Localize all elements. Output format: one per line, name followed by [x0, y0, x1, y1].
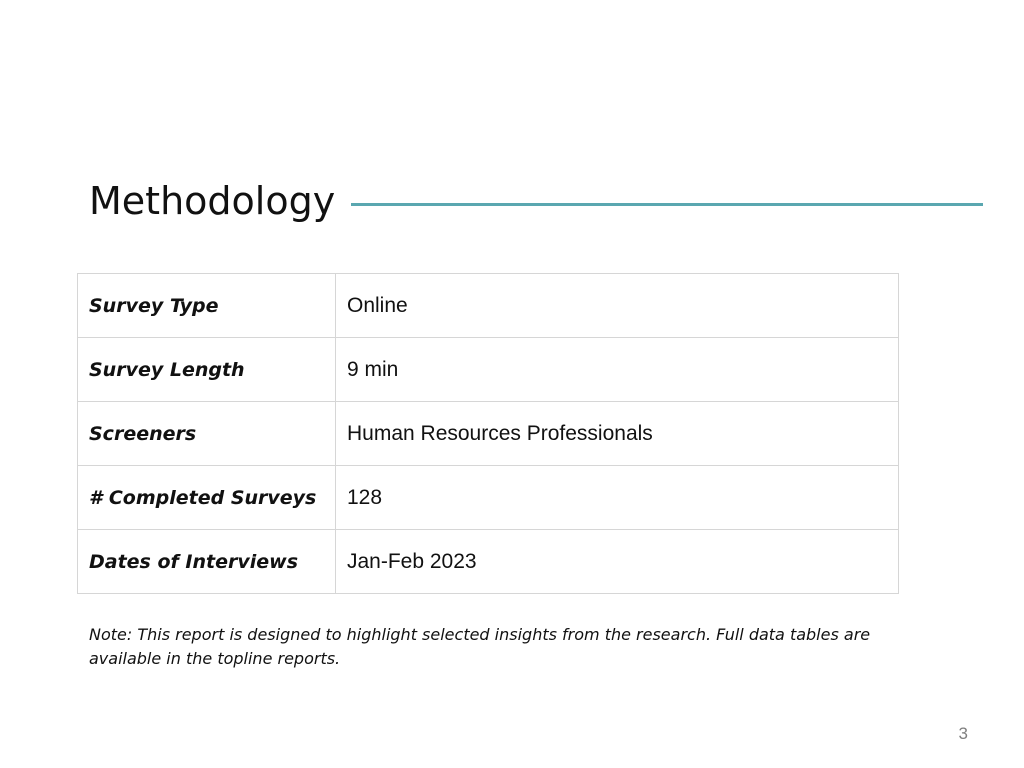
page-title: Methodology [89, 179, 336, 223]
row-value: Online [336, 274, 899, 338]
title-divider [351, 203, 983, 206]
page-number: 3 [958, 724, 968, 743]
row-label: # Completed Surveys [78, 466, 336, 530]
row-label: Screeners [78, 402, 336, 466]
row-value: 9 min [336, 338, 899, 402]
row-label: Survey Length [78, 338, 336, 402]
row-value: 128 [336, 466, 899, 530]
row-label: Survey Type [78, 274, 336, 338]
table-row [78, 466, 899, 530]
row-value: Human Resources Professionals [336, 402, 899, 466]
row-value: Jan-Feb 2023 [336, 530, 899, 594]
row-label: Dates of Interviews [78, 530, 336, 594]
table-row [78, 402, 899, 466]
table-row [78, 338, 899, 402]
table-row [78, 274, 899, 338]
footnote: Note: This report is designed to highlight selected insights from the research. Full data tables are available in the topline reports. [89, 625, 871, 668]
methodology-table [77, 273, 899, 594]
title-row [89, 176, 983, 226]
table-row [78, 530, 899, 594]
